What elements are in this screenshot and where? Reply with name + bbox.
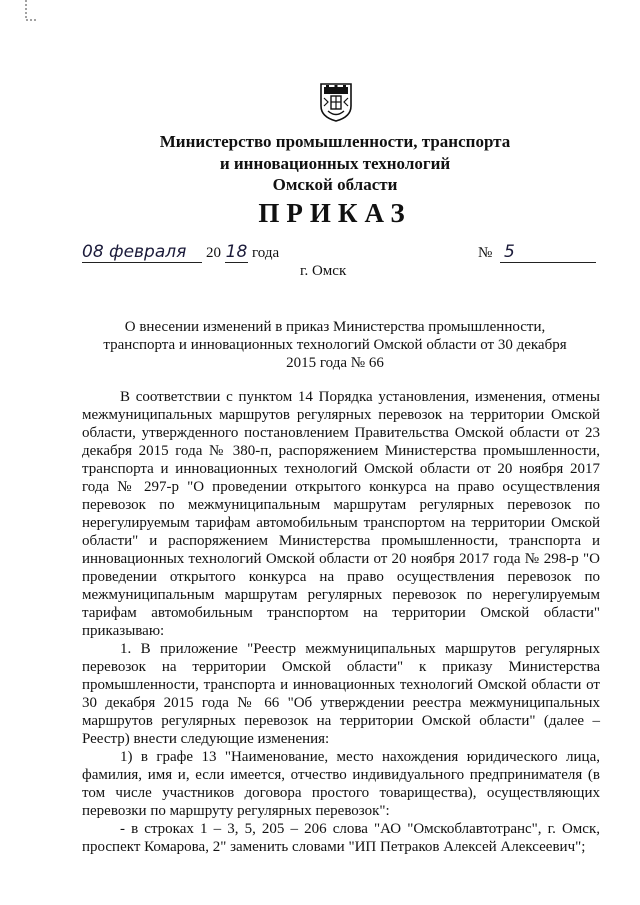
omsk-coat-of-arms-icon bbox=[319, 80, 353, 122]
corner-scan-mark bbox=[24, 0, 38, 22]
body-paragraph: - в строках 1 – 3, 5, 205 – 206 слова "АО "Омскоблавтотранс", г. Омск, проспект Комарова, 2" заменить словами "ИП Петраков Алексей Алексеевич"; bbox=[82, 821, 600, 855]
order-subject: О внесении изменений в приказ Министерства промышленности, транспорта и инновационных технологий Омской области от 30 декабря 2015 года № 66 bbox=[103, 319, 567, 371]
city: г. Омск bbox=[300, 263, 347, 279]
year-suffix-handwritten: 18 bbox=[225, 242, 248, 262]
document-type-title: ПРИКАЗ bbox=[258, 198, 412, 228]
number-handwritten: 5 bbox=[500, 242, 596, 263]
date-day-month-handwritten: 08 февраля bbox=[82, 242, 202, 263]
body-paragraph: 1) в графе 13 "Наименование, место нахождения юридического лица, фамилия, имя и, если имеется, отчество индивидуального предпринимателя (в том числе участников договора простого товарищества), осуществляющих перевозки по маршруту регулярных перевозок": bbox=[82, 749, 600, 819]
number-sign: № bbox=[478, 245, 493, 261]
body-paragraph: В соответствии с пунктом 14 Порядка установления, изменения, отмены межмуниципальных маршрутов регулярных перевозок на территории Омской области, утвержденного постановлением Правительства Омской области от 23 декабря 2015 года № 380-п, распоряжением Министерства промышленности, транспорта и инновационных технологий Омской области от 20 ноября 2017 года № 297-р "О проведении открытого конкурса на право осуществления перевозок по межмуниципальным маршрутам регулярных перевозок по нерегулируемым тарифам автомобильным транспортом на территории Омской области" и распоряжением Министерства промышленности, транспорта и инновационных технологий Омской области от 20 ноября 2017 года № 298-р "О проведении открытого конкурса на право осуществления перевозок по межмуниципальным маршрутам регулярных перевозок по нерегулируемым тарифам автомобильным транспортом на территории Омской области" приказываю: bbox=[82, 389, 600, 639]
year-word: года bbox=[252, 245, 280, 261]
year-prefix: 20 bbox=[206, 245, 221, 261]
ministry-name-line-1: Министерство промышленности, транспорта bbox=[159, 132, 511, 151]
body-paragraph: 1. В приложение "Реестр межмуниципальных маршрутов регулярных перевозок на территории Омской области" к приказу Министерства промышленности, транспорта и инновационных технологий Омской области от 30 декабря 2015 года № 66 "Об утверждении реестра межмуниципальных маршрутов регулярных перевозок на территории Омской области" (далее – Реестр) внести следующие изменения: bbox=[82, 641, 600, 747]
order-body bbox=[82, 388, 600, 856]
ministry-name-line-2: и инновационных технологий bbox=[219, 154, 451, 173]
ministry-name-line-3: Омской области bbox=[272, 175, 398, 194]
